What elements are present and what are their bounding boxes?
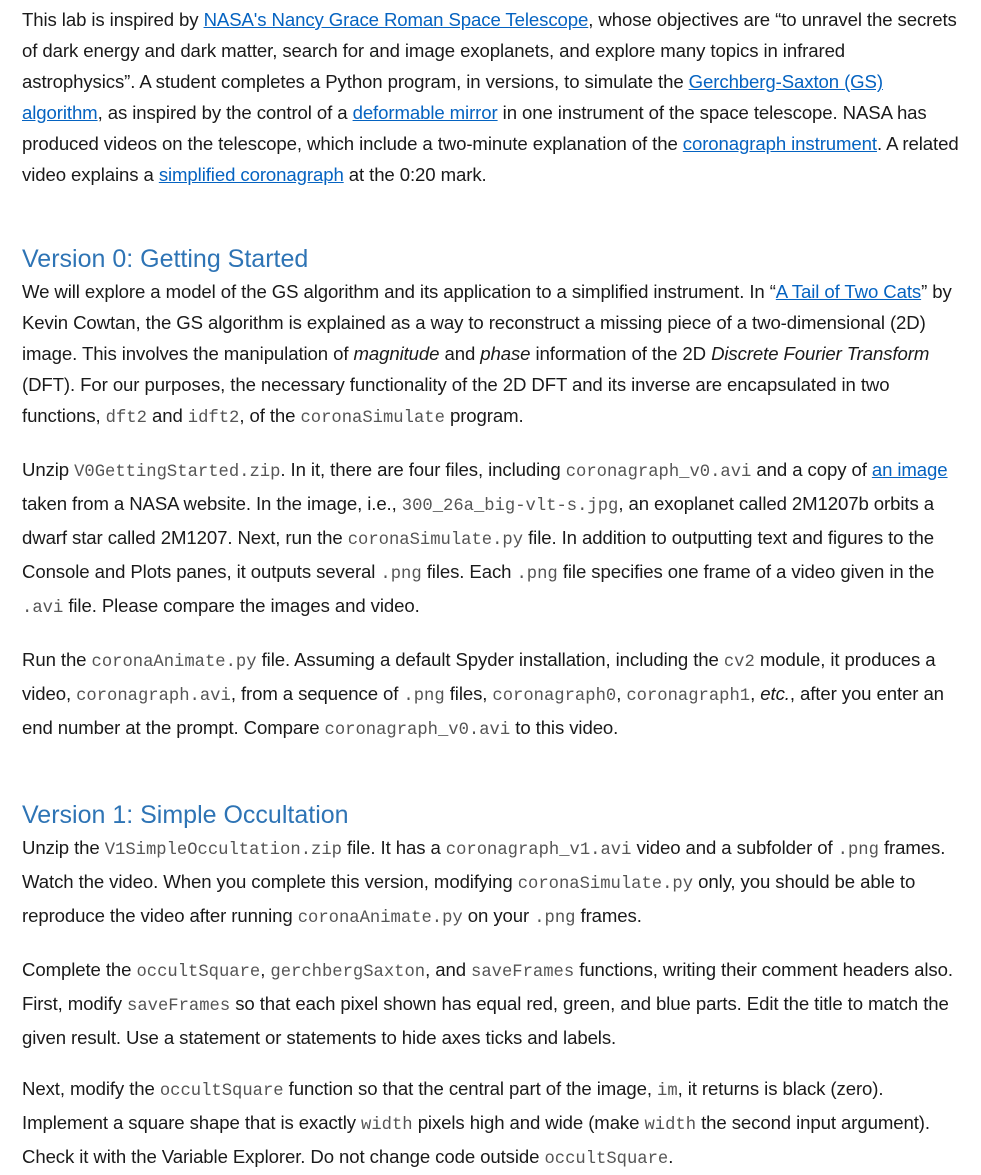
text: taken from a NASA website. In the image, i.e., — [22, 493, 402, 514]
text: files. Each — [421, 561, 517, 582]
code: 300_26a_big-vlt-s.jpg — [401, 497, 619, 516]
code: coronagraph0 — [492, 687, 617, 706]
link-gerchberg-saxton[interactable]: Gerchberg-Saxton (GS) algorithm — [22, 71, 883, 123]
text: . In it, there are four files, including — [280, 459, 566, 480]
text: , from a sequence of — [230, 683, 404, 704]
intro-paragraph — [22, 4, 959, 190]
heading-version-0: Version 0: Getting Started — [22, 245, 309, 273]
text: to this video. — [510, 717, 619, 738]
text: Unzip the — [22, 837, 105, 858]
v1-paragraph-1 — [22, 832, 959, 934]
text: . A related video explains a — [22, 133, 959, 185]
text: video and a subfolder of — [631, 837, 838, 858]
emphasis: magnitude — [353, 343, 440, 364]
heading-version-1: Version 1: Simple Occultation — [22, 801, 349, 829]
text: , of the — [239, 405, 301, 426]
emphasis: etc. — [760, 683, 790, 704]
code: V1SimpleOccultation.zip — [104, 841, 342, 860]
text: frames. Watch the video. When you complete this version, modifying — [22, 837, 946, 892]
code: coronaSimulate.py — [517, 875, 694, 894]
text: in one instrument of the space telescope. NASA has produced videos on the telescope, which include a two-minute explanation of the — [22, 102, 927, 154]
v1-paragraph-2 — [22, 954, 959, 1053]
code: dft2 — [105, 409, 147, 428]
text: and a copy of — [751, 459, 872, 480]
text: only, you should be able to reproduce the video after running — [22, 871, 916, 926]
text: , after you enter an end number at the prompt. Compare — [22, 683, 944, 738]
code: width — [361, 1116, 413, 1135]
link-coronagraph-instrument[interactable]: coronagraph instrument — [682, 133, 877, 154]
text: and — [146, 405, 188, 426]
code: coronagraph1 — [626, 687, 751, 706]
text: file. Please compare the images and video. — [63, 595, 420, 616]
code: V0GettingStarted.zip — [74, 463, 281, 482]
text: (DFT). For our purposes, the necessary functionality of the 2D DFT and its inverse are encapsulated in two functions, — [22, 374, 890, 426]
text: functions, writing their comment headers also. First, modify — [22, 959, 953, 1014]
text: module, it produces a video, — [22, 649, 936, 704]
code: cv2 — [723, 653, 755, 672]
link-simplified-coronagraph[interactable]: simplified coronagraph — [158, 164, 344, 185]
text: Next, modify the — [22, 1078, 160, 1099]
code: .png — [380, 565, 422, 584]
text: , and — [425, 959, 472, 980]
text: and — [439, 343, 481, 364]
code: .png — [534, 909, 576, 928]
text: file. In addition to outputting text and figures to the Console and Plots panes, it outputs several — [22, 527, 935, 582]
code: coronagraph_v1.avi — [445, 841, 632, 860]
text: at the 0:20 mark. — [343, 164, 487, 185]
code: coronagraph.avi — [76, 687, 231, 706]
code: .png — [516, 565, 558, 584]
text: , — [750, 683, 761, 704]
text: files, — [444, 683, 493, 704]
text: pixels high and wide (make — [412, 1112, 645, 1133]
text: , it returns is black (zero). Implement a square shape that is exactly — [22, 1078, 884, 1133]
text: so that each pixel shown has equal red, green, and blue parts. Edit the title to match the given result. Use a statement or statements to hide axes ticks and labels. — [22, 993, 949, 1048]
code: width — [644, 1116, 697, 1135]
v1-paragraph-3 — [22, 1073, 959, 1175]
code: occultSquare — [136, 963, 261, 982]
code: coronagraph_v0.avi — [565, 463, 752, 482]
link-nasa-roman-telescope[interactable]: NASA's Nancy Grace Roman Space Telescope — [203, 9, 589, 30]
text: . — [668, 1146, 674, 1167]
code: coronaSimulate.py — [347, 531, 524, 550]
link-an-image[interactable]: an image — [871, 459, 948, 480]
text: on your — [462, 905, 535, 926]
text: file specifies one frame of a video given in the — [557, 561, 935, 582]
text: function so that the central part of the image, — [283, 1078, 657, 1099]
code: .avi — [22, 599, 64, 618]
text: file. It has a — [341, 837, 446, 858]
code: saveFrames — [471, 963, 575, 982]
v0-paragraph-1 — [22, 276, 959, 434]
link-tail-of-two-cats[interactable]: A Tail of Two Cats — [775, 281, 922, 302]
code: coronaAnimate.py — [297, 909, 463, 928]
code: occultSquare — [544, 1150, 669, 1169]
code: gerchbergSaxton — [270, 963, 426, 982]
text: This lab is inspired by — [22, 9, 204, 30]
code: idft2 — [187, 409, 240, 428]
code: coronaAnimate.py — [91, 653, 257, 672]
text: file. Assuming a default Spyder installation, including the — [256, 649, 724, 670]
text: information of the 2D — [530, 343, 712, 364]
text: ” by Kevin Cowtan, the GS algorithm is explained as a way to reconstruct a missing piece of a two-dimensional (2D) image. This involves the manipulation of — [22, 281, 952, 364]
text: Unzip — [22, 459, 75, 480]
code: .png — [837, 841, 879, 860]
text: , — [616, 683, 627, 704]
text: the second input argument). Check it with the Variable Explorer. Do not change code outside — [22, 1112, 930, 1167]
link-deformable-mirror[interactable]: deformable mirror — [352, 102, 498, 123]
code: .png — [403, 687, 445, 706]
v0-paragraph-3 — [22, 644, 959, 746]
text: frames. — [575, 905, 642, 926]
v0-paragraph-2 — [22, 454, 959, 624]
text: We will explore a model of the GS algorithm and its application to a simplified instrument. In “ — [22, 281, 776, 302]
code: saveFrames — [127, 997, 231, 1016]
emphasis: Discrete Fourier Transform — [711, 343, 930, 364]
emphasis: phase — [480, 343, 531, 364]
code: occultSquare — [159, 1082, 284, 1101]
code: im — [657, 1082, 678, 1101]
text: , whose objectives are “to unravel the secrets of dark energy and dark matter, search for and image exoplanets, and explore many topics in infrared astrophysics”. A student completes a Python program, in versions, to simulate the — [22, 9, 957, 92]
text: , — [260, 959, 271, 980]
code: coronagraph_v0.avi — [324, 721, 511, 740]
text: , as inspired by the control of a — [97, 102, 353, 123]
code: coronaSimulate — [300, 409, 445, 428]
text: Run the — [22, 649, 92, 670]
text: , an exoplanet called 2M1207b orbits a dwarf star called 2M1207. Next, run the — [22, 493, 934, 548]
text: Complete the — [22, 959, 137, 980]
text: program. — [444, 405, 524, 426]
